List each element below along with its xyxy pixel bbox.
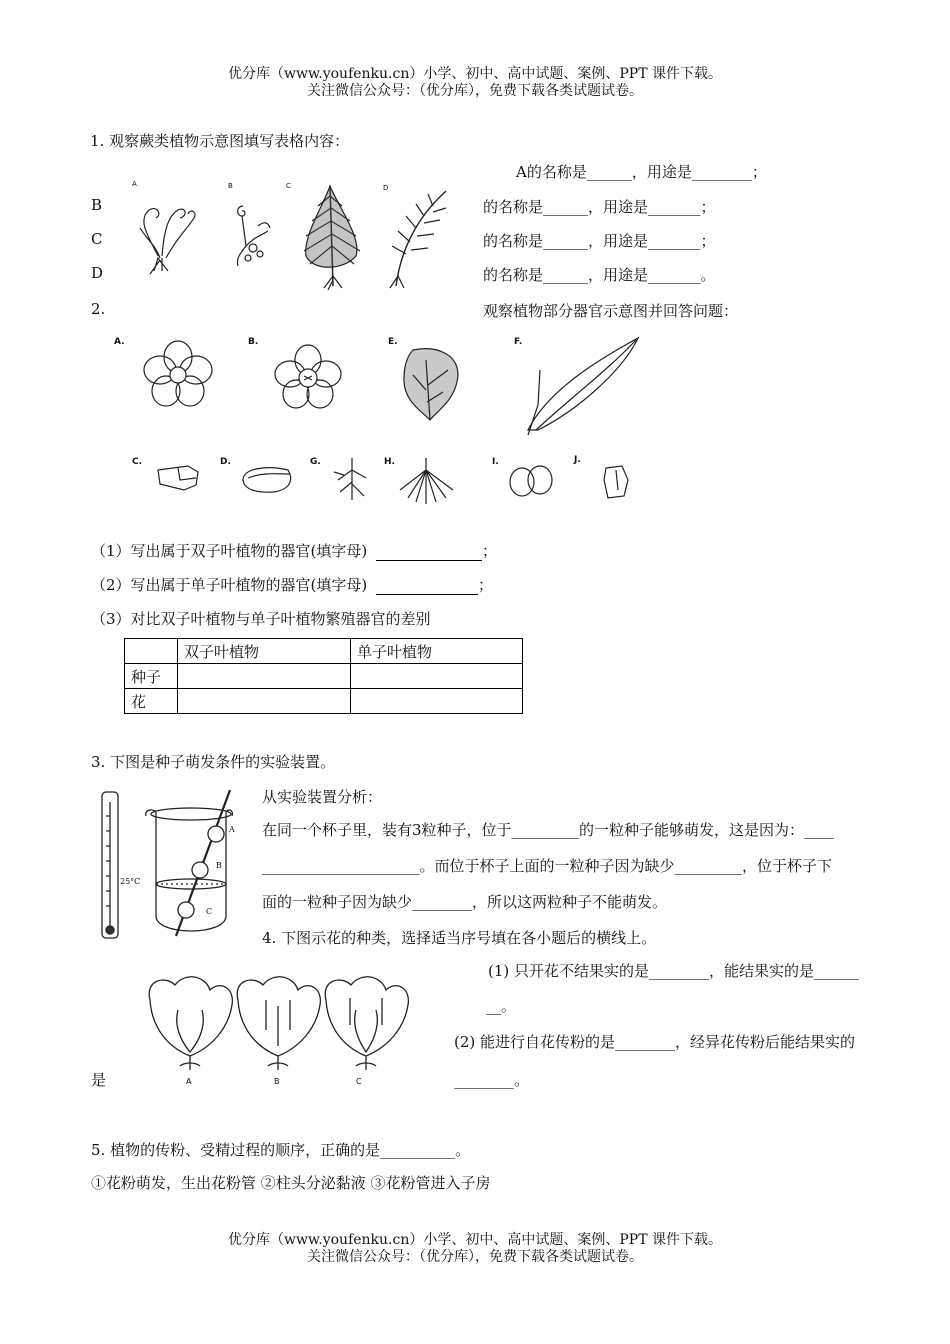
q1-row-a: A的名称是______，用途是________；	[516, 163, 767, 181]
q3-line-2: _____________________。而位于杯子上面的一粒种子因为缺少_________，位于杯子下	[262, 857, 833, 875]
germination-apparatus	[96, 786, 256, 956]
q4-sub1-line-1: (1) 只开花不结果实的是________，能结果实的是______	[488, 962, 860, 980]
organ-label-j: J.	[574, 455, 581, 465]
organ-label-b: B.	[248, 337, 259, 347]
comparison-table	[124, 638, 523, 714]
root-h-illustration	[400, 458, 453, 504]
flower-a-cross-section	[149, 977, 232, 1070]
q4-sub2-line-1: (2) 能进行自花传粉的是________，经异花传粉后能结果实的	[454, 1033, 856, 1051]
q2-sub2-text: （2）写出属于单子叶植物的器官(填字母)	[91, 576, 368, 594]
organ-label-a: A.	[114, 337, 125, 347]
seed-i-illustration	[510, 466, 552, 496]
organ-label-e: E.	[388, 337, 398, 347]
flower-b-illustration	[275, 345, 341, 408]
q1-row-d: 的名称是______，用途是_______。	[483, 266, 716, 284]
table-row-label: 种子	[125, 664, 178, 689]
seed-d-illustration	[243, 468, 291, 492]
q4-sub2-line-2: ________。	[454, 1071, 530, 1089]
q3-analysis: 从实验装置分析：	[262, 788, 383, 806]
table-cell[interactable]	[351, 689, 523, 714]
q4-title: 4. 下图示花的种类，选择适当序号填在各小题后的横线上。	[262, 929, 657, 947]
flower-a-illustration	[144, 341, 212, 406]
q3-line-3: 面的一粒种子因为缺少________，所以这两粒种子不能萌发。	[262, 893, 668, 911]
seed-c-illustration	[178, 902, 194, 918]
table-row	[125, 639, 523, 664]
organ-label-f: F.	[514, 337, 523, 347]
q1-label-c: C	[91, 230, 103, 248]
seed-b-illustration	[192, 862, 208, 878]
temperature-label: 25°C	[120, 877, 141, 886]
fern-label-d: D	[383, 184, 389, 192]
organ-label-d: D.	[220, 457, 231, 467]
header-line-1: 优分库（www.youfenku.cn）小学、初中、高中试题、案例、PPT 课件下载。	[227, 66, 722, 82]
q2-title: 观察植物部分器官示意图并回答问题：	[483, 302, 739, 320]
organ-label-h: H.	[384, 457, 395, 467]
thermometer-illustration	[102, 792, 118, 938]
q4-sub1-line-2: __。	[486, 997, 517, 1015]
q2-sub1	[91, 540, 497, 561]
table-cell[interactable]	[178, 689, 351, 714]
q1-label-d: D	[91, 264, 104, 282]
seed-label-c: C	[206, 907, 213, 916]
table-header-cell: 双子叶植物	[178, 639, 351, 664]
q2-sub1-blank[interactable]	[376, 542, 482, 561]
seed-a-illustration	[208, 826, 224, 842]
flower-b-cross-section	[237, 977, 320, 1070]
fern-label-a: A	[132, 180, 137, 188]
fern-c-illustration	[304, 186, 360, 290]
fern-label-b: B	[228, 182, 233, 190]
q3-line-1: 在同一个杯子里，装有3粒种子，位于_________的一粒种子能够萌发，这是因为：____	[262, 821, 835, 839]
seed-label-a: A	[229, 825, 235, 834]
fern-b-illustration	[237, 206, 270, 266]
q1-title: 1. 观察蕨类植物示意图填写表格内容：	[90, 132, 350, 150]
q3-title: 3. 下图是种子萌发条件的实验装置。	[91, 753, 336, 771]
fern-a-illustration	[140, 209, 195, 274]
organs-figure	[108, 330, 648, 510]
q2-number: 2.	[91, 300, 106, 318]
table-row	[125, 689, 523, 714]
q1-row-b: 的名称是______，用途是_______；	[483, 198, 716, 216]
root-g-illustration	[334, 458, 366, 500]
header-line-2: 关注微信公众号：（优分库），免费下载各类试题试卷。	[307, 83, 643, 99]
q2-sub2-blank[interactable]	[376, 576, 478, 595]
flower-c-cross-section	[325, 977, 408, 1070]
fern-d-illustration	[390, 191, 446, 288]
flowers-figure	[140, 970, 420, 1100]
organ-label-g: G.	[310, 457, 321, 467]
seed-c-illustration	[158, 466, 198, 490]
seed-label-b: B	[216, 861, 222, 870]
q5-title: 5. 植物的传粉、受精过程的顺序，正确的是__________。	[91, 1141, 471, 1159]
seed-j-illustration	[604, 466, 628, 498]
q2-sub3: （3）对比双子叶植物与单子叶植物繁殖器官的差别	[91, 610, 431, 628]
organ-label-c: C.	[132, 457, 143, 467]
table-header-cell: 单子叶植物	[351, 639, 523, 664]
q2-sub1-end: ；	[482, 542, 498, 560]
q2-sub2-end: ；	[478, 576, 494, 594]
organ-label-i: I.	[492, 457, 499, 467]
q1-row-c: 的名称是______，用途是_______；	[483, 232, 716, 250]
flower-label-a: A	[186, 1077, 192, 1086]
flower-label-b: B	[274, 1077, 280, 1086]
q4-sub2-pre: 是	[91, 1071, 107, 1089]
table-row-label: 花	[125, 689, 178, 714]
table-cell[interactable]	[178, 664, 351, 689]
footer-line-1: 优分库（www.youfenku.cn）小学、初中、高中试题、案例、PPT 课件下载。	[227, 1232, 722, 1248]
q5-options: ①花粉萌发，生出花粉管 ②柱头分泌黏液 ③花粉管进入子房	[91, 1174, 491, 1192]
table-cell[interactable]	[351, 664, 523, 689]
footer-line-2: 关注微信公众号：（优分库），免费下载各类试题试卷。	[307, 1249, 643, 1265]
q2-sub2	[91, 574, 493, 595]
leaf-f-illustration	[528, 338, 638, 435]
q1-label-b: B	[91, 196, 103, 214]
leaf-e-illustration	[404, 349, 458, 420]
fern-figure	[128, 176, 468, 296]
fern-label-c: C	[286, 182, 291, 190]
table-row	[125, 664, 523, 689]
table-header-cell	[125, 639, 178, 664]
flower-label-c: C	[356, 1077, 362, 1086]
q2-sub1-text: （1）写出属于双子叶植物的器官(填字母)	[91, 542, 368, 560]
